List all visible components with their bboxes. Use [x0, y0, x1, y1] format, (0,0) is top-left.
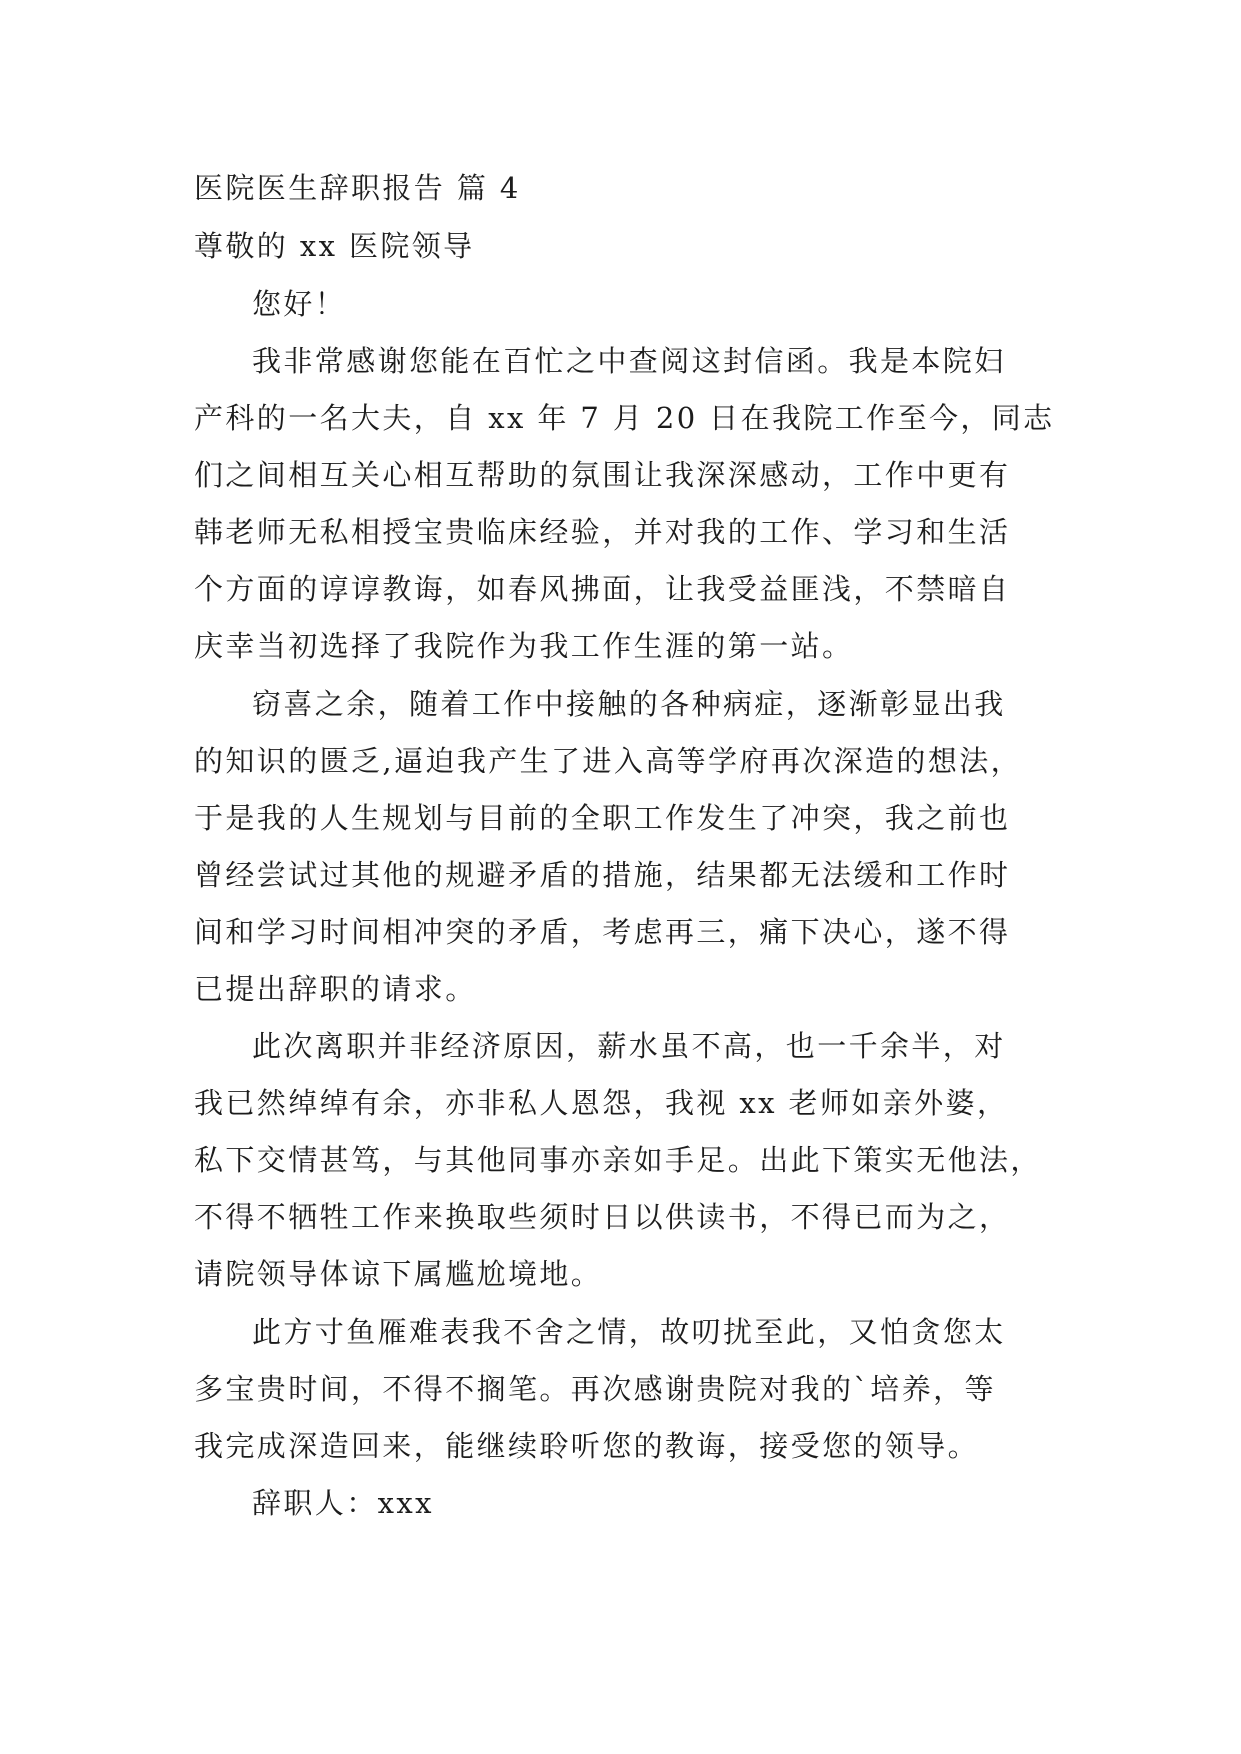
- greeting: 您好！: [252, 287, 347, 321]
- body-line: 窃喜之余，随着工作中接触的各种病症，逐渐彰显出我: [252, 687, 1006, 721]
- body-line: 已提出辞职的请求。: [194, 972, 477, 1006]
- body-line: 间和学习时间相冲突的矛盾，考虑再三，痛下决心，遂不得: [194, 915, 1011, 949]
- body-line: 多宝贵时间，不得不搁笔。再次感谢贵院对我的`培养，等: [194, 1372, 996, 1406]
- body-line: 庆幸当初选择了我院作为我工作生涯的第一站。: [194, 629, 854, 663]
- body-line: 于是我的人生规划与目前的全职工作发生了冲突，我之前也: [194, 801, 1011, 835]
- body-line: 曾经尝试过其他的规避矛盾的措施，结果都无法缓和工作时: [194, 858, 1011, 892]
- body-line: 不得不牺牲工作来换取些须时日以供读书，不得已而为之，: [194, 1200, 1011, 1234]
- body-line: 私下交情甚笃，与其他同事亦亲如手足。出此下策实无他法，: [194, 1143, 1042, 1177]
- salutation: 尊敬的 xx 医院领导: [194, 229, 475, 263]
- body-line: 们之间相互关心相互帮助的氛围让我深深感动，工作中更有: [194, 458, 1011, 492]
- body-line: 我已然绰绰有余，亦非私人恩怨，我视 xx 老师如亲外婆，: [194, 1086, 1009, 1120]
- body-line: 我完成深造回来，能继续聆听您的教诲，接受您的领导。: [194, 1429, 980, 1463]
- document-title: 医院医生辞职报告 篇 4: [194, 171, 521, 205]
- body-line: 个方面的谆谆教诲，如春风拂面，让我受益匪浅，不禁暗自: [194, 572, 1011, 606]
- body-line: 的知识的匮乏,逼迫我产生了进入高等学府再次深造的想法，: [194, 744, 1023, 778]
- signature: 辞职人：xxx: [252, 1486, 434, 1520]
- body-line: 请院领导体谅下属尴尬境地。: [194, 1257, 603, 1291]
- body-line: 我非常感谢您能在百忙之中查阅这封信函。我是本院妇: [252, 344, 1006, 378]
- body-line: 韩老师无私相授宝贵临床经验，并对我的工作、学习和生活: [194, 515, 1011, 549]
- body-line: 此次离职并非经济原因，薪水虽不高，也一千余半，对: [252, 1029, 1006, 1063]
- body-line: 此方寸鱼雁难表我不舍之情，故叨扰至此，又怕贪您太: [252, 1315, 1006, 1349]
- body-line: 产科的一名大夫，自 xx 年 7 月 20 日在我院工作至今，同志: [194, 401, 1055, 435]
